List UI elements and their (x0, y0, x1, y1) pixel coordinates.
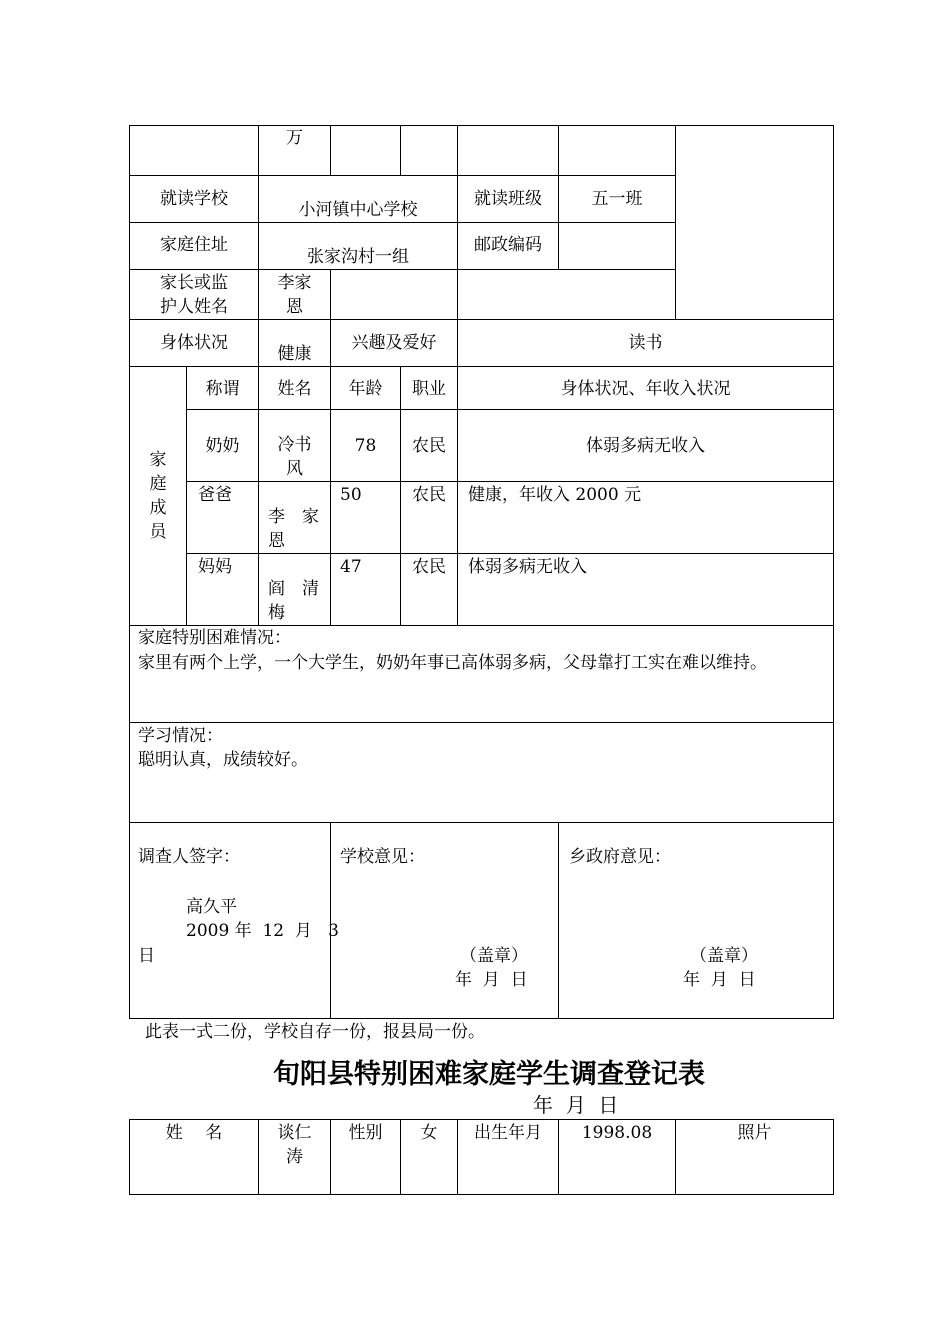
member-status: 健康，年收入 2000 元 (468, 485, 642, 505)
gender-label: 性别 (348, 1123, 383, 1143)
member-relation: 妈妈 (198, 557, 232, 577)
hobby-value: 读书 (628, 333, 663, 353)
member-name-line1: 冷书 (277, 435, 312, 455)
table-border-bottom (129, 1018, 834, 1019)
school-date: 年 月 日 (455, 970, 528, 990)
row-rule (186, 481, 834, 482)
table-border-right (833, 125, 834, 1019)
member-age: 78 (354, 436, 377, 456)
family-header-job: 职业 (412, 379, 446, 399)
family-header-name: 姓名 (277, 379, 312, 399)
class-value: 五一班 (591, 189, 643, 209)
school-value: 小河镇中心学校 (298, 200, 418, 220)
member-name-line2: 梅 (268, 603, 285, 623)
guardian-value-line2: 恩 (286, 297, 303, 317)
school-seal: （盖章） (460, 946, 528, 966)
col-rule (675, 125, 676, 319)
member-name-line2: 风 (286, 459, 303, 479)
row-rule (129, 822, 834, 823)
gov-seal: （盖章） (690, 946, 758, 966)
postcode-label: 邮政编码 (474, 235, 542, 255)
member-name-line1: 阎 清 (268, 579, 319, 599)
gov-date: 年 月 日 (683, 970, 756, 990)
investigator-date: 2009 年 12 月 3 (186, 921, 339, 941)
table-border-top (129, 1119, 834, 1120)
investigator-label: 调查人签字： (138, 847, 240, 867)
hobby-label: 兴趣及爱好 (351, 333, 437, 353)
row-rule (129, 222, 675, 223)
name-value-line1: 谈仁 (277, 1123, 312, 1143)
gender-value: 女 (420, 1123, 438, 1143)
col-rule (330, 125, 331, 175)
table-border-left (129, 125, 130, 1019)
row-rule (186, 553, 834, 554)
row-rule (186, 409, 834, 410)
health-value: 健康 (277, 344, 312, 364)
col-rule (330, 366, 331, 625)
family-label-char: 员 (149, 522, 167, 542)
table-border-top (129, 125, 834, 126)
family-label-char: 家 (149, 450, 167, 470)
col-rule (400, 125, 401, 175)
gov-opinion-label: 乡政府意见： (569, 847, 671, 867)
member-relation: 奶奶 (205, 436, 240, 456)
member-relation: 爸爸 (198, 485, 232, 505)
family-label-char: 庭 (149, 474, 167, 494)
member-name-line2: 恩 (268, 531, 285, 551)
school-opinion-label: 学校意见： (340, 847, 425, 867)
row-rule (129, 175, 675, 176)
name-value-line2: 涛 (286, 1147, 303, 1167)
col-rule (558, 822, 559, 1018)
row-rule (129, 625, 834, 626)
study-label: 学习情况： (138, 726, 223, 746)
row-rule (129, 722, 834, 723)
name-cell-continued: 万 (286, 128, 303, 148)
member-age: 50 (340, 485, 362, 505)
member-name-line1: 李 家 (268, 507, 319, 527)
family-header-age: 年龄 (348, 379, 383, 399)
name-label: 姓 名 (165, 1123, 223, 1143)
investigator-name: 高久平 (186, 897, 237, 917)
table-border-right (833, 1119, 834, 1195)
footnote: 此表一式二份，学校自存一份，报县局一份。 (145, 1022, 485, 1042)
col-rule (258, 366, 259, 625)
hardship-label: 家庭特别困难情况： (138, 628, 291, 648)
address-value: 张家沟村一组 (307, 247, 409, 267)
form-title: 旬阳县特别困难家庭学生调查登记表 (273, 1059, 705, 1090)
school-label: 就读学校 (160, 189, 228, 209)
member-job: 农民 (412, 557, 446, 577)
health-label: 身体状况 (160, 333, 228, 353)
hardship-text: 家里有两个上学，一个大学生，奶奶年事已高体弱多病，父母靠打工实在难以维持。 (138, 653, 767, 673)
address-label: 家庭住址 (160, 235, 228, 255)
member-status: 体弱多病无收入 (468, 557, 587, 577)
guardian-label-line2: 护人姓名 (160, 297, 228, 317)
guardian-value-line1: 李家 (277, 273, 312, 293)
form-date: 年 月 日 (533, 1093, 619, 1117)
member-job: 农民 (412, 485, 446, 505)
member-age: 47 (340, 557, 362, 577)
family-header-relation: 称谓 (205, 379, 240, 399)
investigator-date-day: 日 (138, 946, 155, 966)
row-rule (129, 319, 834, 320)
family-header-status: 身体状况、年收入状况 (560, 379, 731, 399)
class-label: 就读班级 (474, 189, 542, 209)
member-job: 农民 (412, 436, 446, 456)
row-rule (129, 269, 675, 270)
birth-value: 1998.08 (581, 1123, 653, 1143)
col-rule (457, 366, 458, 625)
birth-label: 出生年月 (474, 1123, 542, 1143)
photo-label: 照片 (737, 1123, 772, 1143)
family-label-char: 成 (149, 498, 167, 518)
row-rule (129, 366, 834, 367)
member-status: 体弱多病无收入 (586, 436, 705, 456)
study-text: 聪明认真，成绩较好。 (138, 750, 308, 770)
table-border-bottom (129, 1194, 834, 1195)
guardian-label-line1: 家长或监 (160, 273, 228, 293)
